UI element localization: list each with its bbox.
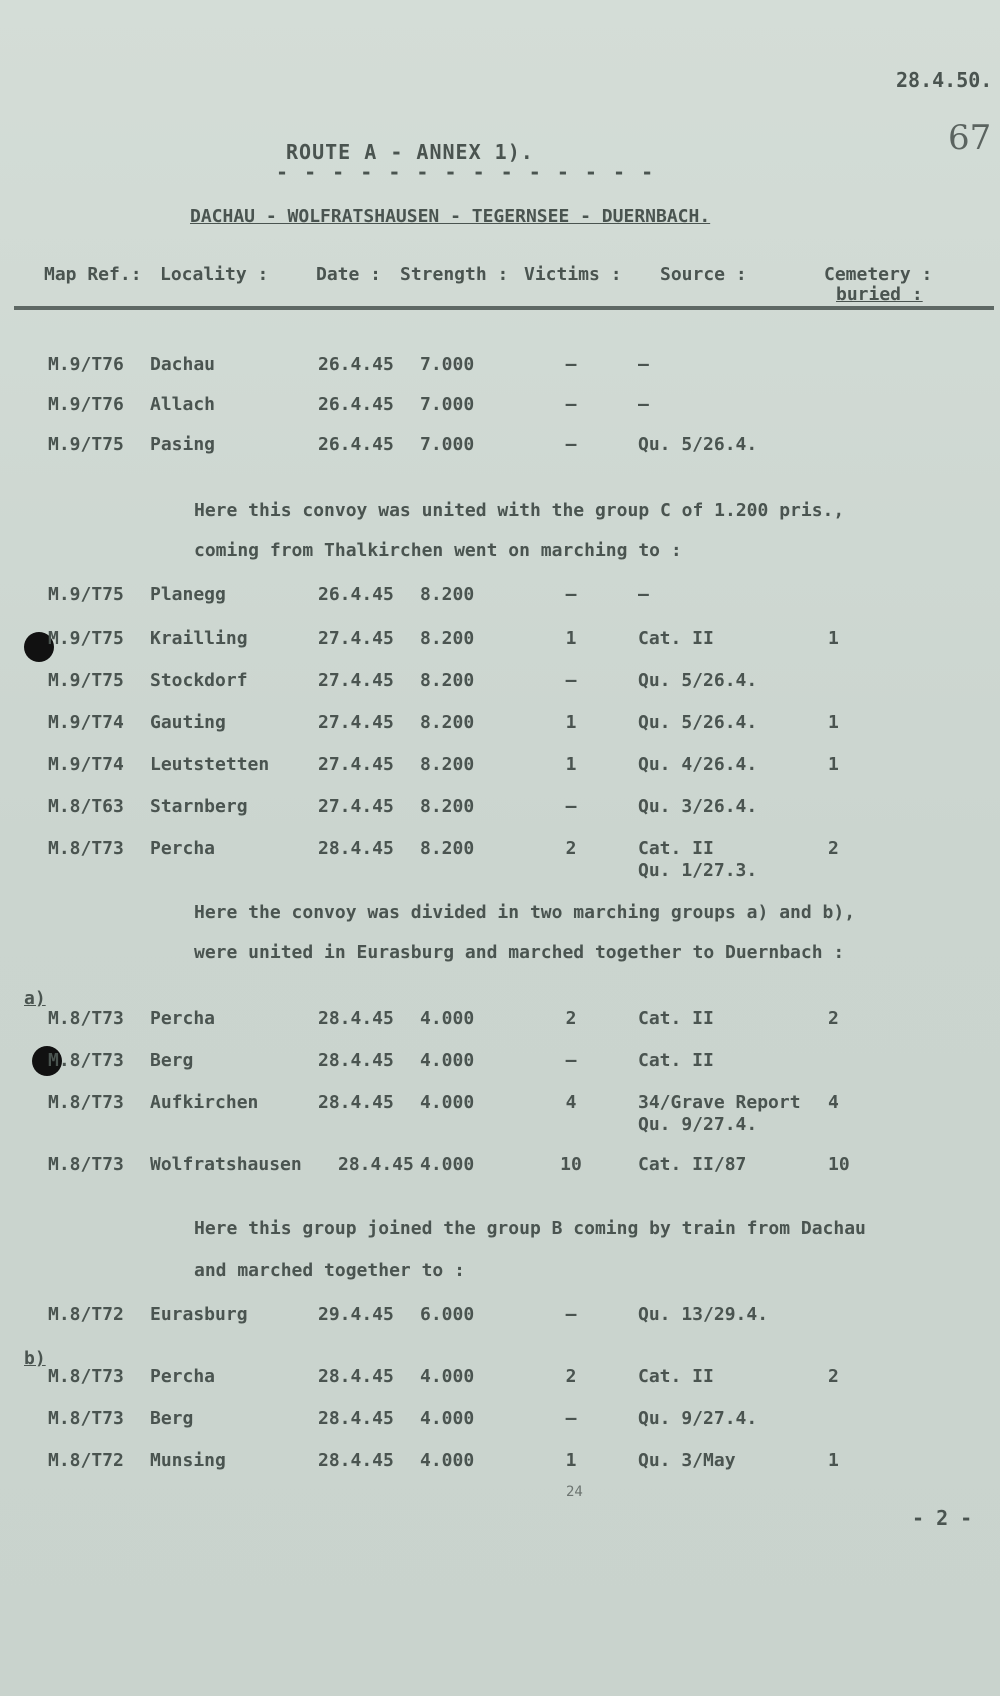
date: 28.4.45: [318, 838, 394, 859]
table-row: [0, 394, 1000, 430]
map-ref: M.8/T73: [48, 1408, 124, 1429]
table-row: [0, 354, 1000, 390]
source: Qu. 5/26.4.: [638, 670, 758, 691]
strength: 4.000: [420, 1008, 475, 1029]
locality: Leutstetten: [150, 754, 270, 775]
table-row: [0, 1008, 1000, 1044]
locality: Berg: [150, 1408, 194, 1429]
victims: 1: [565, 1450, 577, 1471]
source: Qu. 9/27.4.: [638, 1408, 758, 1429]
column-header-date: Date :: [316, 264, 382, 285]
source: Cat. II: [638, 1366, 714, 1387]
table-row: [0, 1366, 1000, 1402]
note-text: Here this group joined the group B coming by train from Dachau: [194, 1218, 866, 1239]
locality: Eurasburg: [150, 1304, 248, 1325]
table-row: [0, 584, 1000, 620]
date: 27.4.45: [318, 754, 394, 775]
cemetery-buried: 2: [828, 1366, 839, 1387]
source: —: [638, 584, 649, 605]
strength: 4.000: [420, 1408, 475, 1429]
page-number: - 2 -: [912, 1506, 973, 1530]
source: Qu. 4/26.4.: [638, 754, 758, 775]
victims: 4: [565, 1092, 577, 1113]
table-row: [0, 712, 1000, 748]
date: 29.4.45: [318, 1304, 394, 1325]
locality: Berg: [150, 1050, 194, 1071]
source: Qu. 9/27.4.: [638, 1114, 758, 1135]
strength: 4.000: [420, 1050, 475, 1071]
source: Cat. II: [638, 1008, 714, 1029]
locality: Starnberg: [150, 796, 248, 817]
strength: 7.000: [420, 394, 475, 415]
locality: Planegg: [150, 584, 226, 605]
locality: Munsing: [150, 1450, 226, 1471]
cemetery-buried: 1: [828, 712, 839, 733]
locality: Percha: [150, 1366, 216, 1387]
map-ref: M.8/T73: [48, 1050, 124, 1071]
date: 28.4.45: [318, 1450, 394, 1471]
map-ref: M.8/T73: [48, 1008, 124, 1029]
strength: 7.000: [420, 354, 475, 375]
victims: 2: [565, 1008, 577, 1029]
date-stamp: 28.4.50.: [896, 68, 993, 92]
column-header-source: Source :: [660, 264, 747, 285]
note-text: Here this convoy was united with the group C of 1.200 pris.,: [194, 500, 845, 521]
table-row: [0, 628, 1000, 664]
victims: 1: [565, 754, 577, 775]
cemetery-buried: 1: [828, 628, 839, 649]
source: Qu. 13/29.4.: [638, 1304, 769, 1325]
note-text: and marched together to :: [194, 1260, 465, 1281]
map-ref: M.8/T63: [48, 796, 124, 817]
source: Qu. 5/26.4.: [638, 712, 758, 733]
map-ref: M.8/T73: [48, 1092, 124, 1113]
group-marker-b: b): [24, 1348, 46, 1369]
date: 28.4.45: [318, 1366, 394, 1387]
date: 26.4.45: [318, 584, 394, 605]
date: 28.4.45: [318, 1092, 394, 1113]
victims: 10: [560, 1154, 582, 1175]
victims: —: [565, 1304, 577, 1325]
header-rule: [14, 306, 994, 310]
strength: 8.200: [420, 584, 475, 605]
date: 26.4.45: [318, 434, 394, 455]
source: 34/Grave Report: [638, 1092, 801, 1113]
cemetery-buried: 1: [828, 1450, 839, 1471]
source: Cat. II/87: [638, 1154, 747, 1175]
victims: —: [565, 1050, 577, 1071]
strength: 4.000: [420, 1450, 475, 1471]
table-row: [0, 1450, 1000, 1486]
map-ref: M.8/T73: [48, 1366, 124, 1387]
victims: —: [565, 796, 577, 817]
date: 26.4.45: [318, 394, 394, 415]
table-row: [0, 1092, 1000, 1146]
map-ref: M.9/T75: [48, 670, 124, 691]
source: Qu. 1/27.3.: [638, 860, 758, 881]
date: 28.4.45: [338, 1154, 414, 1175]
map-ref: M.9/T74: [48, 712, 124, 733]
source: Cat. II: [638, 628, 714, 649]
date: 27.4.45: [318, 628, 394, 649]
strength: 8.200: [420, 670, 475, 691]
title-underline-dashes: - - - - - - - - - - - - - -: [276, 160, 656, 184]
strength: 8.200: [420, 838, 475, 859]
group-marker-a: a): [24, 988, 46, 1009]
map-ref: M.9/T75: [48, 584, 124, 605]
cemetery-buried: 10: [828, 1154, 850, 1175]
note-text: Here the convoy was divided in two marching groups a) and b),: [194, 902, 856, 923]
column-header-victims: Victims :: [524, 264, 622, 285]
source: Cat. II: [638, 838, 714, 859]
strength: 4.000: [420, 1154, 475, 1175]
victims: —: [565, 1408, 577, 1429]
source: Cat. II: [638, 1050, 714, 1071]
date: 28.4.45: [318, 1408, 394, 1429]
table-row: [0, 670, 1000, 706]
victims: —: [565, 394, 577, 415]
source: Qu. 5/26.4.: [638, 434, 758, 455]
date: 27.4.45: [318, 712, 394, 733]
pencil-note: 24: [566, 1484, 583, 1500]
map-ref: M.8/T72: [48, 1450, 124, 1471]
date: 28.4.45: [318, 1008, 394, 1029]
source: —: [638, 354, 649, 375]
column-header-map-ref: Map Ref.:: [44, 264, 142, 285]
map-ref: M.8/T72: [48, 1304, 124, 1325]
route-subtitle: DACHAU - WOLFRATSHAUSEN - TEGERNSEE - DUERNBACH.: [190, 206, 711, 227]
date: 28.4.45: [318, 1050, 394, 1071]
map-ref: M.9/T76: [48, 354, 124, 375]
victims: —: [565, 670, 577, 691]
locality: Percha: [150, 838, 216, 859]
strength: 4.000: [420, 1092, 475, 1113]
strength: 7.000: [420, 434, 475, 455]
victims: —: [565, 354, 577, 375]
strength: 6.000: [420, 1304, 475, 1325]
locality: Allach: [150, 394, 216, 415]
locality: Aufkirchen: [150, 1092, 259, 1113]
locality: Gauting: [150, 712, 226, 733]
page-title: ROUTE A - ANNEX 1).: [286, 140, 534, 164]
victims: 1: [565, 628, 577, 649]
table-row: [0, 1304, 1000, 1340]
source: Qu. 3/May: [638, 1450, 736, 1471]
date: 27.4.45: [318, 796, 394, 817]
map-ref: M.8/T73: [48, 1154, 124, 1175]
date: 26.4.45: [318, 354, 394, 375]
victims: 1: [565, 712, 577, 733]
note-text: were united in Eurasburg and marched together to Duernbach :: [194, 942, 845, 963]
archive-number: 67: [948, 118, 992, 158]
victims: —: [565, 584, 577, 605]
cemetery-buried: 4: [828, 1092, 839, 1113]
date: 27.4.45: [318, 670, 394, 691]
strength: 8.200: [420, 712, 475, 733]
victims: 2: [565, 838, 577, 859]
column-header-buried: buried :: [836, 284, 923, 305]
table-row: [0, 838, 1000, 892]
map-ref: M.9/T76: [48, 394, 124, 415]
table-row: [0, 1050, 1000, 1086]
cemetery-buried: 2: [828, 838, 839, 859]
locality: Dachau: [150, 354, 216, 375]
source: —: [638, 394, 649, 415]
victims: —: [565, 434, 577, 455]
locality: Percha: [150, 1008, 216, 1029]
column-header-strength: Strength :: [400, 264, 509, 285]
column-header-locality: Locality :: [160, 264, 269, 285]
table-row: [0, 434, 1000, 470]
locality: Pasing: [150, 434, 216, 455]
map-ref: M.9/T75: [48, 434, 124, 455]
strength: 8.200: [420, 754, 475, 775]
table-row: [0, 754, 1000, 790]
strength: 8.200: [420, 796, 475, 817]
map-ref: M.8/T73: [48, 838, 124, 859]
map-ref: M.9/T75: [48, 628, 124, 649]
table-row: [0, 796, 1000, 832]
note-text: coming from Thalkirchen went on marching to :: [194, 540, 682, 561]
source: Qu. 3/26.4.: [638, 796, 758, 817]
column-header-cemetery: Cemetery :: [824, 264, 933, 285]
cemetery-buried: 1: [828, 754, 839, 775]
locality: Krailling: [150, 628, 248, 649]
table-row: [0, 1408, 1000, 1444]
cemetery-buried: 2: [828, 1008, 839, 1029]
table-row: [0, 1154, 1000, 1190]
strength: 4.000: [420, 1366, 475, 1387]
map-ref: M.9/T74: [48, 754, 124, 775]
locality: Stockdorf: [150, 670, 248, 691]
strength: 8.200: [420, 628, 475, 649]
victims: 2: [565, 1366, 577, 1387]
locality: Wolfratshausen: [150, 1154, 302, 1175]
